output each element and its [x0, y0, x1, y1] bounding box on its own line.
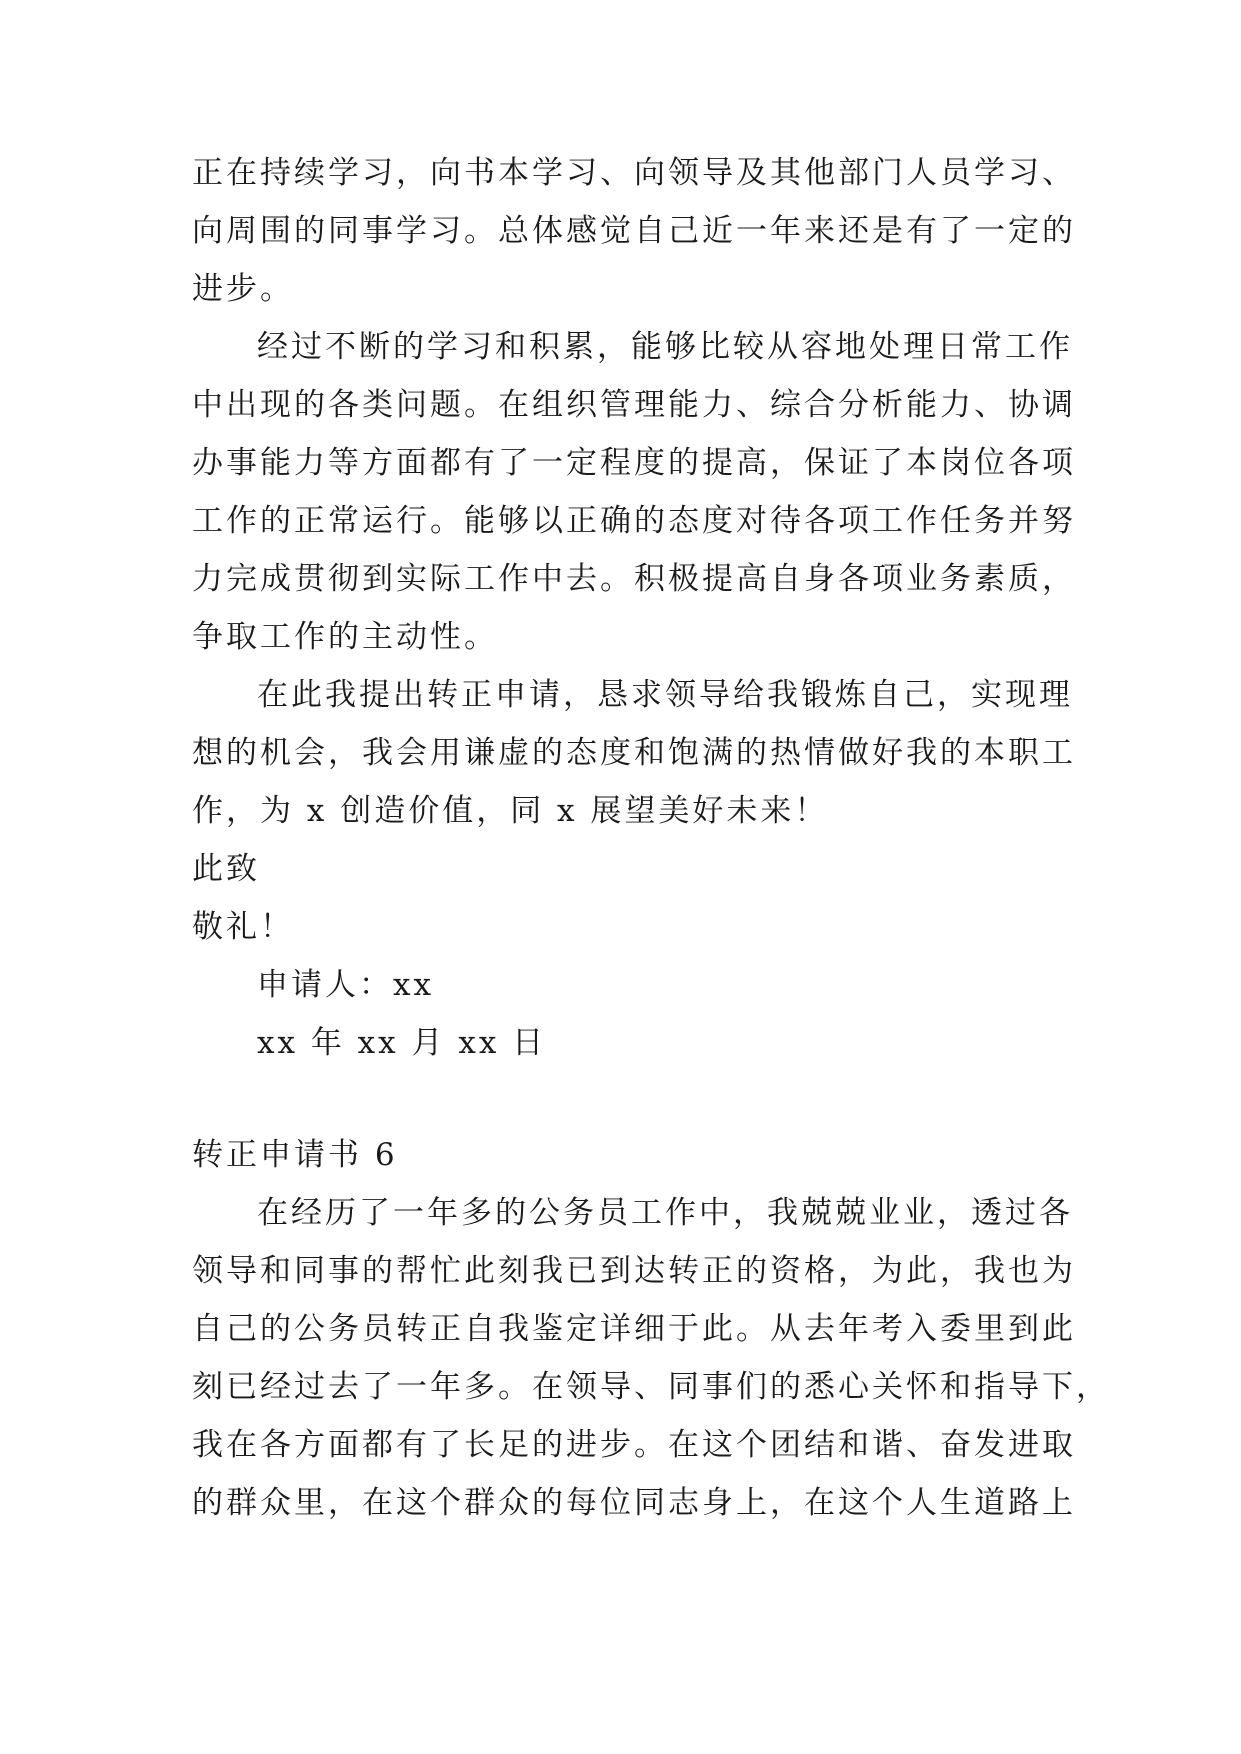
paragraph-line: 经过不断的学习和积累，能够比较从容地处理日常工作 — [257, 329, 1073, 365]
paragraph-line: 刻已经过去了一年多。在领导、同事们的悉心关怀和指导下， — [192, 1369, 1110, 1405]
paragraph-line: 工作的正常运行。能够以正确的态度对待各项工作任务并努 — [192, 503, 1076, 539]
paragraph-line: 的群众里，在这个群众的每位同志身上，在这个人生道路上 — [192, 1485, 1076, 1521]
paragraph-line: 力完成贯彻到实际工作中去。积极提高自身各项业务素质， — [192, 561, 1076, 597]
paragraph-line: 争取工作的主动性。 — [192, 619, 498, 655]
paragraph-line: 办事能力等方面都有了一定程度的提高，保证了本岗位各项 — [192, 445, 1076, 481]
applicant-signature: 申请人：xx — [257, 967, 434, 1003]
closing-salutation: 此致 — [192, 851, 260, 887]
paragraph-line: 进步。 — [192, 271, 294, 307]
signature-date: xx 年 xx 月 xx 日 — [257, 1025, 547, 1061]
paragraph-line: 向周围的同事学习。总体感觉自己近一年来还是有了一定的 — [192, 213, 1076, 249]
paragraph-line: 在经历了一年多的公务员工作中，我兢兢业业，透过各 — [257, 1195, 1073, 1231]
paragraph-line: 想的机会，我会用谦虚的态度和饱满的热情做好我的本职工 — [192, 735, 1076, 771]
paragraph-line: 我在各方面都有了长足的进步。在这个团结和谐、奋发进取 — [192, 1427, 1076, 1463]
paragraph-line: 领导和同事的帮忙此刻我已到达转正的资格，为此，我也为 — [192, 1253, 1076, 1289]
paragraph-line: 正在持续学习，向书本学习、向领导及其他部门人员学习、 — [192, 155, 1076, 191]
paragraph-line: 在此我提出转正申请，恳求领导给我锻炼自己，实现理 — [257, 677, 1073, 713]
paragraph-line: 中出现的各类问题。在组织管理能力、综合分析能力、协调 — [192, 387, 1076, 423]
section-title: 转正申请书 6 — [192, 1137, 398, 1173]
paragraph-line: 自己的公务员转正自我鉴定详细于此。从去年考入委里到此 — [192, 1311, 1076, 1347]
paragraph-line: 作，为 x 创造价值，同 x 展望美好未来！ — [192, 793, 829, 829]
closing-regards: 敬礼！ — [192, 909, 294, 945]
